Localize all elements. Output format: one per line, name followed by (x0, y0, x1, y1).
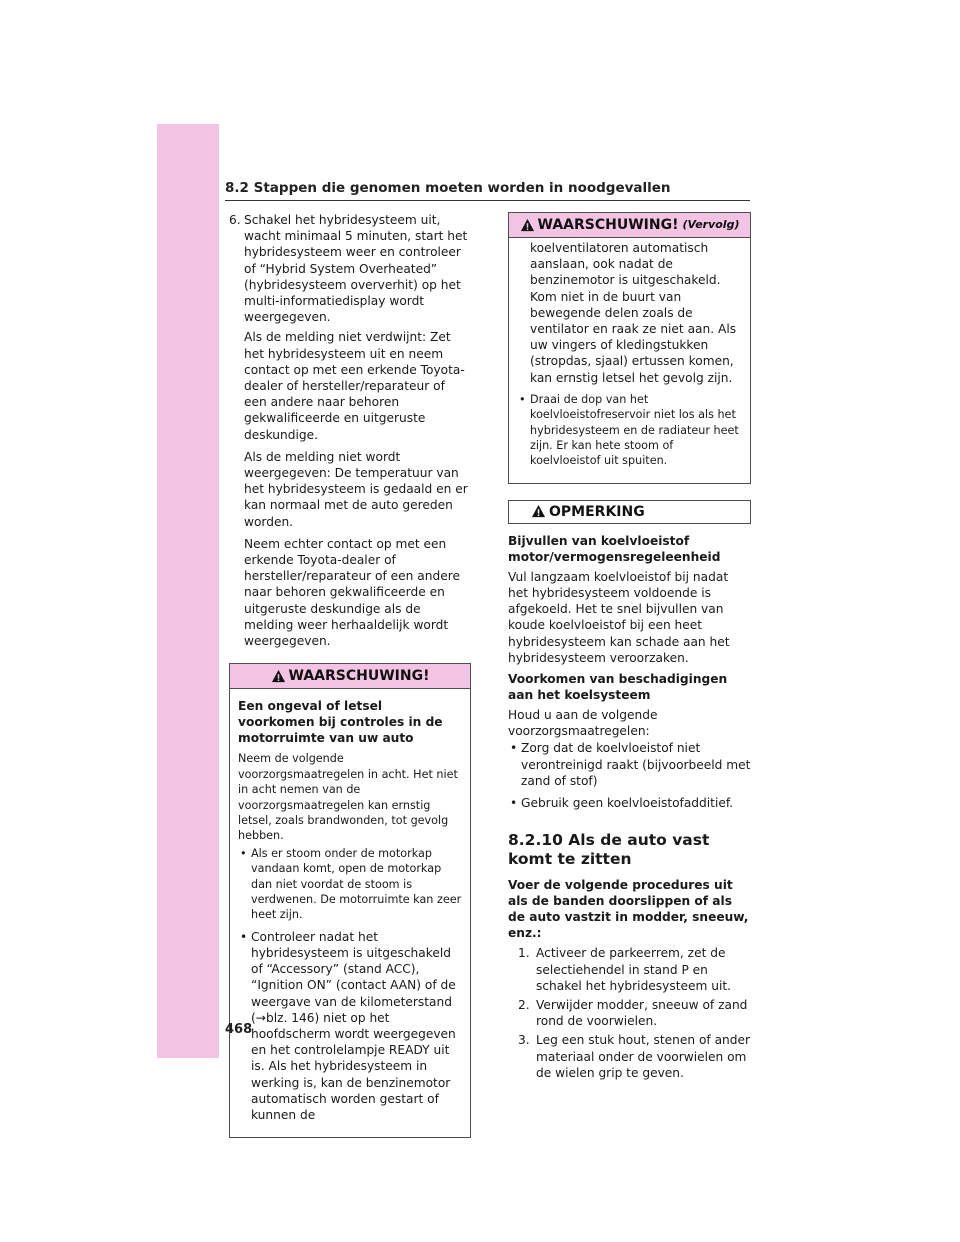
warning-title: Een ongeval of letsel voorkomen bij controles in de motorruimte van uw auto (238, 699, 443, 746)
list-item: • Controleer nadat het hybridesysteem is uitgeschakeld of “Accessory” (stand ACC), “Ignition ON” (contact AAN) of de weergave van de kilometerstand (→blz. 146) niet op het hoofdscherm wordt weergegeven en het controlelampje READY uit is. Als het hybridesysteem in werking is, kan de benzinemotor automatisch worden gestart of kunnen de (240, 929, 456, 1122)
page-number: 468 (225, 1022, 253, 1037)
right-column (508, 212, 751, 1084)
list-item: • Draai de dop van het koelvloeistofreservoir niet los als het hybridesysteem en de radiateur heet zijn. Er kan hete stoom of koelvloeistof uit spuiten. (519, 392, 739, 468)
warning-label: WAARSCHUWING! (288, 668, 430, 685)
warning-header (230, 664, 470, 689)
bullet-dot: • (510, 741, 518, 756)
list-item: • Gebruik geen koelvloeistofadditief. (510, 796, 734, 811)
section-header: 8.2 Stappen die genomen moeten worden in noodgevallen (225, 180, 750, 201)
list-item: • Zorg dat de koelvloeistof niet verontreinigd raakt (bijvoorbeeld met zand of stof) (510, 741, 751, 788)
list-item: • Als er stoom onder de motorkap vandaan komt, open de motorkap dan niet voordat de stoom is verdwenen. De motorruimte kan zeer heet zijn. (240, 846, 462, 922)
bullet-dot: • (240, 929, 248, 944)
bullet-dot: • (240, 846, 247, 860)
warning-label: WAARSCHUWING! (537, 216, 679, 233)
procedure-step: 2. Verwijder modder, sneeuw of zand rond de voorwielen. (518, 997, 748, 1029)
paragraph: Als de melding niet verdwijnt: Zet het hybridesysteem uit en neem contact op met een erkende Toyota-dealer of hersteller/reparateur of een andere naar behoren gekwalificeerde en uitgeruste deskundige. (244, 330, 465, 442)
left-column (229, 212, 471, 1138)
note-paragraph: Vul langzaam koelvloeistof bij nadat het hybridesysteem voldoende is afgekoeld. Het te snel bijvullen van koude koelvloeistof bij een heet hybridesysteem kan schade aan het hybridesysteem veroorzaken. (508, 569, 730, 665)
continued-label: (Vervolg) (682, 217, 740, 231)
notice-triangle-icon (531, 504, 546, 519)
section-intro: Voer de volgende procedures uit als de banden doorslippen of als de auto vastzit in modder, sneeuw, enz.: (508, 878, 749, 941)
warning-text: koelventilatoren automatisch aanslaan, ook nadat de benzinemotor is uitgeschakeld. Kom niet in de buurt van bewegende delen zoals de ventilator en raak ze niet aan. Als uw vingers of kledingstukken (stropdas, sjaal) ertussen komen, kan ernstig letsel het gevolg zijn. (530, 241, 737, 385)
paragraph: Als de melding niet wordt weergegeven: De temperatuur van het hybridesysteem is gedaald en er kan normaal met de auto gereden worden. (244, 449, 468, 529)
note-subheading: Voorkomen van beschadigingen aan het koelsysteem (508, 672, 728, 703)
bullet-dot: • (510, 796, 518, 811)
warning-content (509, 238, 750, 483)
note-paragraph: Houd u aan de volgende voorzorgsmaatregelen: (508, 708, 658, 739)
step-text: Schakel het hybridesysteem uit, wacht minimaal 5 minuten, start het hybridesysteem weer en controleer of “Hybrid System Overheated” (hybridesysteem oververhit) op het multi-informatiedisplay wordt weergegeven. (244, 213, 468, 325)
warning-triangle-icon (271, 669, 286, 684)
warning-content (230, 689, 470, 1137)
procedure-step: 1. Activeer de parkeerrem, zet de selectiehendel in stand P en schakel het hybridesysteem uit. (518, 946, 731, 993)
bullet-dot: • (519, 392, 526, 406)
note-subheading: Bijvullen van koelvloeistof motor/vermogensregeleenheid (508, 533, 721, 564)
note-label: OPMERKING (549, 503, 645, 520)
warning-intro: Neem de volgende voorzorgsmaatregelen in acht. Het niet in acht nemen van de voorzorgsmaatregelen kan ernstig letsel, zoals brandwonden, tot gevolg hebben. (238, 752, 458, 843)
warning-triangle-icon (520, 218, 535, 233)
note-box (508, 500, 751, 821)
note-header (508, 500, 751, 524)
procedure-step: 3. Leg een stuk hout, stenen of ander materiaal onder de voorwielen om de wielen grip te geven. (518, 1033, 751, 1080)
step-number: 6. (229, 213, 241, 227)
paragraph: Neem echter contact op met een erkende Toyota-dealer of hersteller/reparateur of een andere naar behoren gekwalificeerde en uitgeruste deskundige als de melding weer herhaaldelijk wordt weergegeven. (244, 536, 460, 649)
warning-box-continued (508, 212, 751, 484)
section-title: 8.2.10 Als de auto vast komt te zitten (508, 831, 710, 869)
warning-box (229, 663, 471, 1138)
step-6 (229, 212, 471, 325)
note-content (508, 524, 751, 821)
chapter-tab-strip (157, 124, 219, 1058)
warning-header (509, 213, 750, 238)
